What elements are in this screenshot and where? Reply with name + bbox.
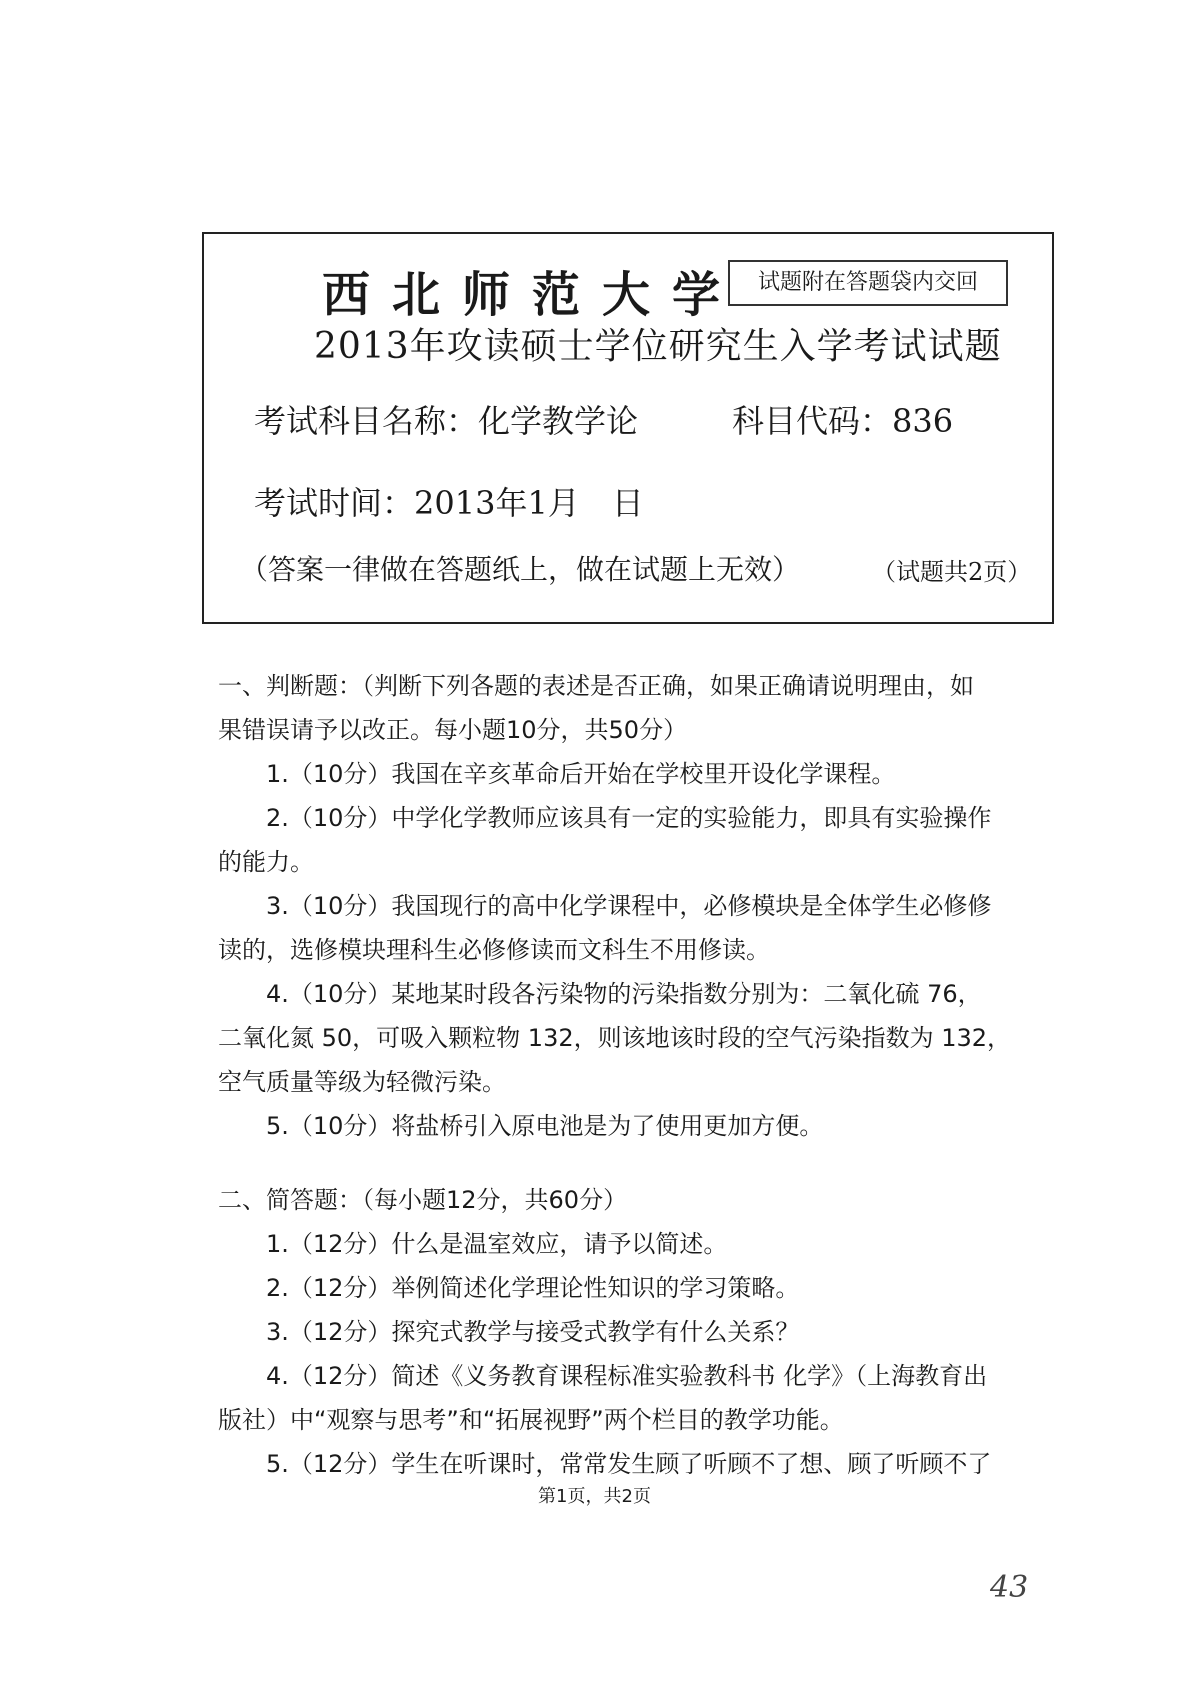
question-1-1: 1.（10分）我国在辛亥革命后开始在学校里开设化学课程。 <box>266 760 896 788</box>
question-1-2: 2.（10分）中学化学教师应该具有一定的实验能力，即具有实验操作 <box>266 804 992 832</box>
exam-title: 2013年攻读硕士学位研究生入学考试试题 <box>314 326 1002 367</box>
question-2-3: 3.（12分）探究式教学与接受式教学有什么关系？ <box>266 1318 800 1346</box>
question-1-3: 3.（10分）我国现行的高中化学课程中，必修模块是全体学生必修修 <box>266 892 992 920</box>
question-2-4: 4.（12分）简述《义务教育课程标准实验教科书 化学》（上海教育出 <box>266 1362 988 1390</box>
exam-time: 考试时间：2013年1月 日 <box>254 484 644 522</box>
subject-code: 科目代码：836 <box>732 402 954 440</box>
subject-name: 考试科目名称：化学教学论 <box>254 402 639 440</box>
question-2-5: 5.（12分）学生在听课时，常常发生顾了听顾不了想、顾了听顾不了 <box>266 1450 992 1478</box>
page-count-note: （试题共2页） <box>872 558 1032 586</box>
section1-heading: 一、判断题：（判断下列各题的表述是否正确，如果正确请说明理由，如 <box>218 672 974 700</box>
section-short-answer <box>218 1178 1038 1486</box>
question-2-2: 2.（12分）举例简述化学理论性知识的学习策略。 <box>266 1274 800 1302</box>
question-1-2-cont: 的能力。 <box>218 848 314 876</box>
question-2-4-cont: 版社）中“观察与思考”和“拓展视野”两个栏目的教学功能。 <box>218 1406 844 1434</box>
question-1-5: 5.（10分）将盐桥引入原电池是为了使用更加方便。 <box>266 1112 824 1140</box>
question-1-4: 4.（10分）某地某时段各污染物的污染指数分别为：二氧化硫 76， <box>266 980 982 1008</box>
handwritten-page-number: 43 <box>990 1570 1029 1605</box>
question-1-3-cont: 读的，选修模块理科生必修修读而文科生不用修读。 <box>218 936 770 964</box>
answer-note: （答案一律做在答题纸上，做在试题上无效） <box>240 553 801 586</box>
submission-stamp: 试题附在答题袋内交回 <box>728 260 1008 306</box>
exam-header-box <box>202 232 1054 624</box>
question-1-4-cont: 二氧化氮 50，可吸入颗粒物 132，则该地该时段的空气污染指数为 132， <box>218 1024 1012 1052</box>
section2-heading: 二、简答题：（每小题12分，共60分） <box>218 1186 628 1214</box>
question-1-4-cont2: 空气质量等级为轻微污染。 <box>218 1068 506 1096</box>
page-footer: 第1页，共2页 <box>538 1486 651 1507</box>
university-name: 西北师范大学 <box>322 267 743 323</box>
question-2-1: 1.（12分）什么是温室效应，请予以简述。 <box>266 1230 728 1258</box>
section1-heading-cont: 果错误请予以改正。每小题10分，共50分） <box>218 716 688 744</box>
section-judgment <box>218 664 1038 1148</box>
